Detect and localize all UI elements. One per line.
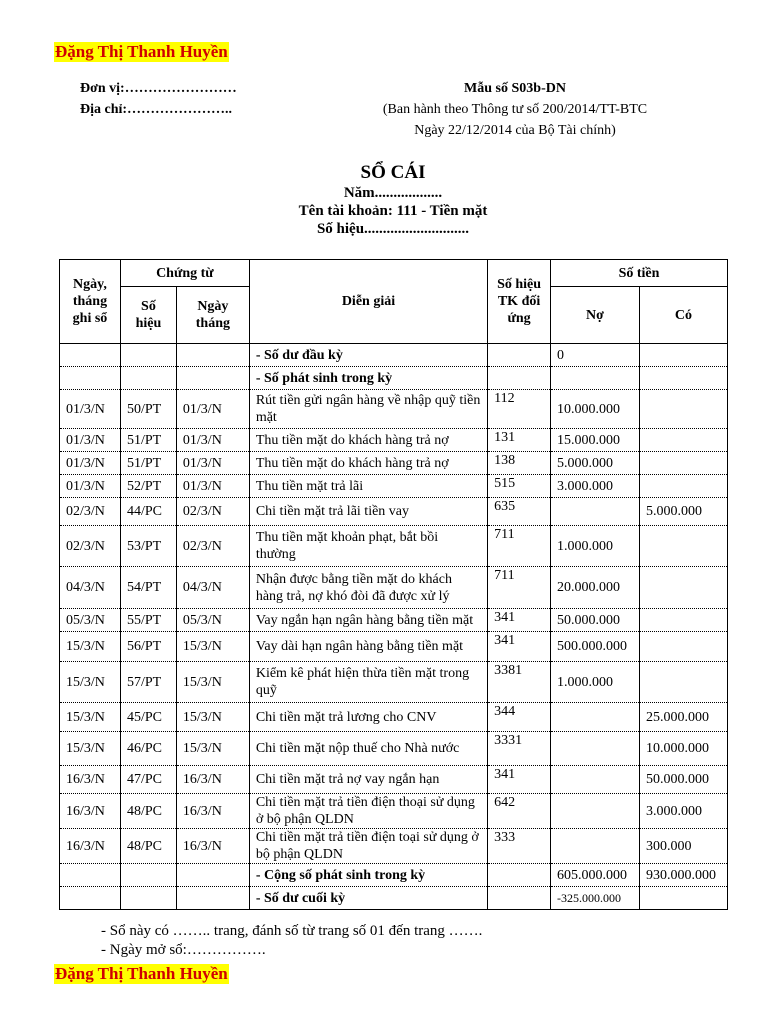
cell-credit	[639, 567, 727, 609]
cell-voucher-date	[176, 367, 249, 390]
table-row	[60, 766, 728, 794]
cell-voucher-no	[120, 887, 176, 910]
cell-debit: 3.000.000	[551, 475, 640, 498]
cell-credit	[639, 526, 727, 567]
cell-description: - Số dư cuối kỳ	[249, 887, 487, 910]
table-row	[60, 794, 728, 829]
footer-page-count: - Sổ này có …….. trang, đánh số từ trang số 01 đến trang …….	[101, 923, 483, 939]
cell-date: 02/3/N	[60, 526, 121, 567]
cell-credit	[639, 367, 727, 390]
cell-voucher-date: 16/3/N	[176, 794, 249, 829]
cell-contra-account: 3331	[488, 732, 551, 766]
cell-voucher-no	[120, 344, 176, 367]
cell-contra-account: 711	[488, 567, 551, 609]
cell-voucher-no: 50/PT	[120, 390, 176, 429]
cell-voucher-date: 15/3/N	[176, 703, 249, 732]
cell-debit: -325.000.000	[551, 887, 640, 910]
cell-voucher-date: 15/3/N	[176, 662, 249, 703]
cell-description: Chi tiền mặt trả tiền điện toại sử dụng ở bộ phận QLDN	[249, 829, 487, 864]
cell-voucher-date: 01/3/N	[176, 390, 249, 429]
cell-voucher-date: 15/3/N	[176, 732, 249, 766]
cell-voucher-no: 52/PT	[120, 475, 176, 498]
cell-voucher-no: 45/PC	[120, 703, 176, 732]
table-row	[60, 703, 728, 732]
table-row	[60, 452, 728, 475]
cell-credit	[639, 452, 727, 475]
cell-contra-account	[488, 864, 551, 887]
cell-date: 15/3/N	[60, 662, 121, 703]
cell-contra-account: 341	[488, 632, 551, 662]
cell-debit: 15.000.000	[551, 429, 640, 452]
cell-contra-account: 3381	[488, 662, 551, 703]
cell-debit	[551, 367, 640, 390]
cell-contra-account: 341	[488, 766, 551, 794]
cell-description: Chi tiền mặt trả lương cho CNV	[249, 703, 487, 732]
cell-debit: 0	[551, 344, 640, 367]
cell-date: 01/3/N	[60, 390, 121, 429]
cell-debit: 50.000.000	[551, 609, 640, 632]
cell-debit	[551, 794, 640, 829]
cell-contra-account: 341	[488, 609, 551, 632]
cell-voucher-date: 15/3/N	[176, 632, 249, 662]
author-name-top: Đặng Thị Thanh Huyền	[55, 42, 228, 61]
account-number: Số hiệu............................	[316, 221, 470, 237]
cell-date: 04/3/N	[60, 567, 121, 609]
table-row	[60, 429, 728, 452]
cell-credit	[639, 887, 727, 910]
cell-voucher-date: 01/3/N	[176, 452, 249, 475]
table-row	[60, 475, 728, 498]
cell-voucher-no	[120, 864, 176, 887]
cell-voucher-no: 46/PC	[120, 732, 176, 766]
header-voucher: Chứng từ	[120, 260, 249, 287]
cell-date: 01/3/N	[60, 452, 121, 475]
cell-date: 16/3/N	[60, 794, 121, 829]
cell-date: 15/3/N	[60, 732, 121, 766]
cell-contra-account	[488, 367, 551, 390]
cell-description: Chi tiền mặt trả lãi tiền vay	[249, 498, 487, 526]
cell-debit: 20.000.000	[551, 567, 640, 609]
account-name: Tên tài khoản: 111 - Tiền mặt	[298, 203, 488, 219]
header-right	[370, 78, 660, 141]
table-row	[60, 632, 728, 662]
cell-date: 01/3/N	[60, 429, 121, 452]
table-row	[60, 609, 728, 632]
header-voucher-no: Số hiệu	[120, 287, 176, 344]
cell-date: 15/3/N	[60, 703, 121, 732]
table-row	[60, 567, 728, 609]
title-block	[0, 162, 768, 238]
cell-voucher-date	[176, 887, 249, 910]
table-row	[60, 732, 728, 766]
cell-contra-account: 333	[488, 829, 551, 864]
cell-description: Chi tiền mặt trả tiền điện thoại sử dụng ở bộ phận QLDN	[249, 794, 487, 829]
cell-description: - Cộng số phát sinh trong kỳ	[249, 864, 487, 887]
cell-debit: 500.000.000	[551, 632, 640, 662]
cell-voucher-date	[176, 864, 249, 887]
cell-contra-account	[488, 344, 551, 367]
cell-voucher-date: 16/3/N	[176, 829, 249, 864]
cell-voucher-no: 57/PT	[120, 662, 176, 703]
cell-voucher-no: 55/PT	[120, 609, 176, 632]
cell-description: Chi tiền mặt nộp thuế cho Nhà nước	[249, 732, 487, 766]
cell-voucher-no: 56/PT	[120, 632, 176, 662]
cell-date	[60, 344, 121, 367]
cell-description: - Số phát sinh trong kỳ	[249, 367, 487, 390]
cell-date	[60, 367, 121, 390]
cell-credit: 25.000.000	[639, 703, 727, 732]
table-row	[60, 526, 728, 567]
cell-credit	[639, 609, 727, 632]
cell-contra-account: 138	[488, 452, 551, 475]
cell-credit: 50.000.000	[639, 766, 727, 794]
cell-voucher-date: 02/3/N	[176, 498, 249, 526]
cell-date	[60, 887, 121, 910]
cell-credit: 300.000	[639, 829, 727, 864]
table-row	[60, 498, 728, 526]
year-line: Năm..................	[343, 185, 443, 201]
cell-date: 05/3/N	[60, 609, 121, 632]
cell-contra-account: 515	[488, 475, 551, 498]
footer-notes	[101, 922, 482, 960]
ledger-body	[60, 344, 728, 910]
cell-voucher-date: 02/3/N	[176, 526, 249, 567]
address-line: Địa chỉ:…………………..	[80, 102, 233, 117]
page-title: SỔ CÁI	[360, 162, 426, 183]
cell-voucher-no: 48/PC	[120, 829, 176, 864]
cell-date: 01/3/N	[60, 475, 121, 498]
cell-voucher-no: 54/PT	[120, 567, 176, 609]
cell-description: Thu tiền mặt do khách hàng trả nợ	[249, 452, 487, 475]
author-name-bottom: Đặng Thị Thanh Huyền	[55, 964, 228, 983]
header-credit: Có	[639, 287, 727, 344]
cell-voucher-no: 47/PC	[120, 766, 176, 794]
cell-debit: 605.000.000	[551, 864, 640, 887]
cell-date: 02/3/N	[60, 498, 121, 526]
unit-line: Đơn vị:……………………	[80, 81, 237, 96]
header-left	[80, 78, 237, 120]
table-row	[60, 367, 728, 390]
cell-contra-account: 344	[488, 703, 551, 732]
cell-debit	[551, 703, 640, 732]
cell-description: Vay dài hạn ngân hàng bằng tiền mặt	[249, 632, 487, 662]
issued-date: Ngày 22/12/2014 của Bộ Tài chính)	[414, 123, 616, 138]
cell-debit: 5.000.000	[551, 452, 640, 475]
cell-contra-account: 642	[488, 794, 551, 829]
cell-description: - Số dư đầu kỳ	[249, 344, 487, 367]
cell-description: Thu tiền mặt trả lãi	[249, 475, 487, 498]
cell-description: Kiểm kê phát hiện thừa tiền mặt trong quỹ	[249, 662, 487, 703]
cell-description: Vay ngắn hạn ngân hàng bằng tiền mặt	[249, 609, 487, 632]
cell-contra-account: 635	[488, 498, 551, 526]
cell-contra-account: 711	[488, 526, 551, 567]
cell-voucher-no: 53/PT	[120, 526, 176, 567]
cell-voucher-date: 01/3/N	[176, 429, 249, 452]
cell-credit	[639, 429, 727, 452]
header-voucher-date: Ngày tháng	[176, 287, 249, 344]
issued-by: (Ban hành theo Thông tư số 200/2014/TT-BTC	[382, 102, 648, 117]
ledger-table	[59, 259, 728, 910]
table-row	[60, 887, 728, 910]
cell-date: 16/3/N	[60, 766, 121, 794]
cell-credit	[639, 390, 727, 429]
cell-description: Thu tiền mặt khoản phạt, bắt bồi thường	[249, 526, 487, 567]
header-date: Ngày, tháng ghi sổ	[60, 260, 121, 344]
header-contra-account: Số hiệu TK đối ứng	[488, 260, 551, 344]
cell-description: Rút tiền gửi ngân hàng về nhập quỹ tiền mặt	[249, 390, 487, 429]
header-debit: Nợ	[551, 287, 640, 344]
cell-credit: 930.000.000	[639, 864, 727, 887]
cell-credit	[639, 344, 727, 367]
cell-contra-account: 131	[488, 429, 551, 452]
cell-contra-account	[488, 887, 551, 910]
cell-voucher-no: 48/PC	[120, 794, 176, 829]
cell-description: Chi tiền mặt trả nợ vay ngắn hạn	[249, 766, 487, 794]
cell-voucher-no	[120, 367, 176, 390]
cell-credit	[639, 632, 727, 662]
cell-voucher-date: 16/3/N	[176, 766, 249, 794]
cell-debit	[551, 498, 640, 526]
cell-debit	[551, 732, 640, 766]
cell-date: 16/3/N	[60, 829, 121, 864]
table-row	[60, 829, 728, 864]
cell-voucher-date: 04/3/N	[176, 567, 249, 609]
cell-voucher-no: 51/PT	[120, 452, 176, 475]
table-row	[60, 662, 728, 703]
cell-date: 15/3/N	[60, 632, 121, 662]
cell-credit	[639, 475, 727, 498]
cell-voucher-no: 51/PT	[120, 429, 176, 452]
cell-credit: 3.000.000	[639, 794, 727, 829]
cell-voucher-date	[176, 344, 249, 367]
cell-description: Thu tiền mặt do khách hàng trả nợ	[249, 429, 487, 452]
header-amount: Số tiền	[551, 260, 728, 287]
cell-voucher-no: 44/PC	[120, 498, 176, 526]
cell-credit	[639, 662, 727, 703]
cell-debit	[551, 829, 640, 864]
cell-debit	[551, 766, 640, 794]
table-row	[60, 390, 728, 429]
form-number: Mẫu số S03b-DN	[464, 81, 566, 96]
cell-credit: 10.000.000	[639, 732, 727, 766]
table-row	[60, 864, 728, 887]
cell-contra-account: 112	[488, 390, 551, 429]
cell-description: Nhận được bằng tiền mặt do khách hàng trả, nợ khó đòi đã được xử lý	[249, 567, 487, 609]
table-row	[60, 344, 728, 367]
header-description: Diễn giải	[249, 260, 487, 344]
footer-open-date: - Ngày mở sổ:…………….	[101, 942, 266, 958]
cell-credit: 5.000.000	[639, 498, 727, 526]
cell-debit: 1.000.000	[551, 662, 640, 703]
cell-voucher-date: 01/3/N	[176, 475, 249, 498]
cell-debit: 10.000.000	[551, 390, 640, 429]
cell-debit: 1.000.000	[551, 526, 640, 567]
cell-voucher-date: 05/3/N	[176, 609, 249, 632]
cell-date	[60, 864, 121, 887]
